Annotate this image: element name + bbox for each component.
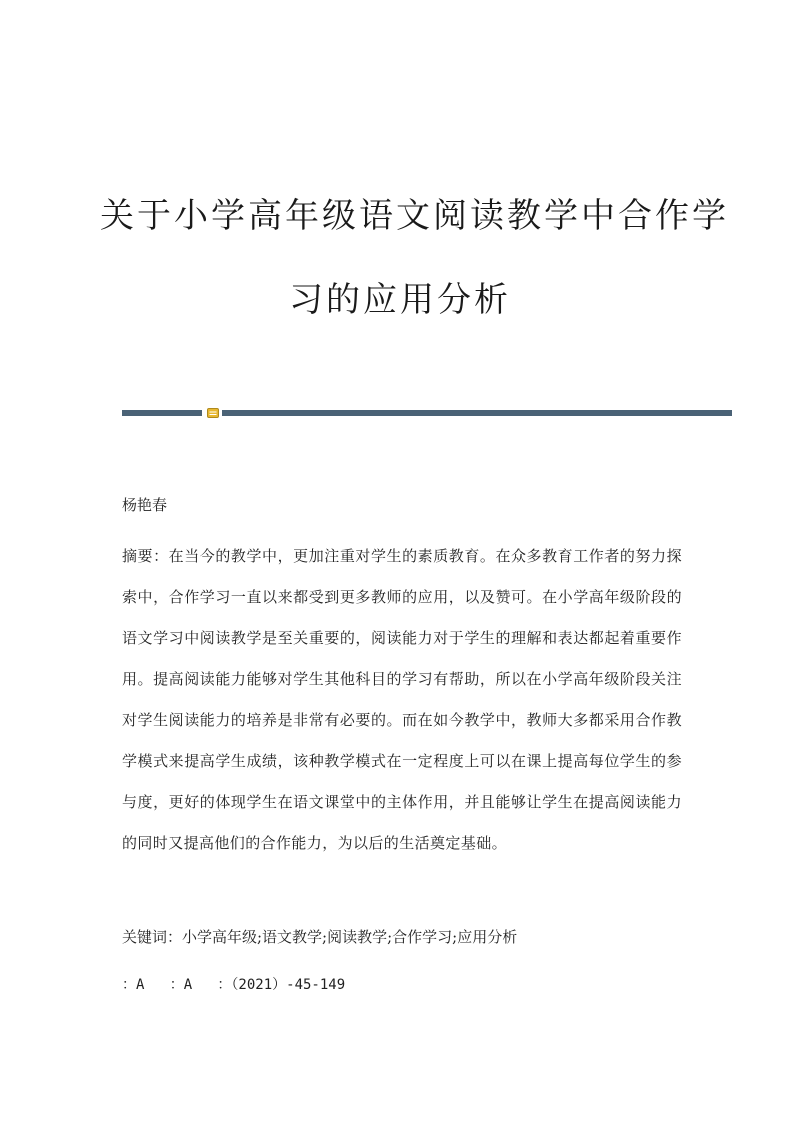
divider-left-segment (122, 410, 202, 416)
abstract-paragraph: 摘要：在当今的教学中，更加注重对学生的素质教育。在众多教育工作者的努力探索中，合作学习一直以来都受到更多教师的应用，以及赞可。在小学高年级阶段的语文学习中阅读教学是至关重要的，阅读能力对于学生的理解和表达都起着重要作用。提高阅读能力能够对学生其他科目的学习有帮助，所以在小学高年级阶段关注对学生阅读能力的培养是非常有必要的。而在如今教学中，教师大多都采用合作教学模式来提高学生成绩，该种教学模式在一定程度上可以在课上提高每位学生的参与度，更好的体现学生在语文课堂中的主体作用，并且能够让学生在提高阅读能力的同时又提高他们的合作能力，为以后的生活奠定基础。 (122, 547, 682, 852)
author-name: 杨艳春 (122, 496, 168, 514)
title-divider (122, 408, 732, 416)
classification-info: ：A ：A ：（2021）-45-149 (122, 977, 346, 993)
document-title-line-1: 关于小学高年级语文阅读教学中合作学 (100, 196, 729, 236)
divider-right-segment (222, 410, 732, 416)
document-title-line-2: 习的应用分析 (289, 280, 511, 320)
keywords-line: 关键词：小学高年级;语文教学;阅读教学;合作学习;应用分析 (122, 928, 518, 946)
divider-ornament-icon (207, 408, 219, 418)
